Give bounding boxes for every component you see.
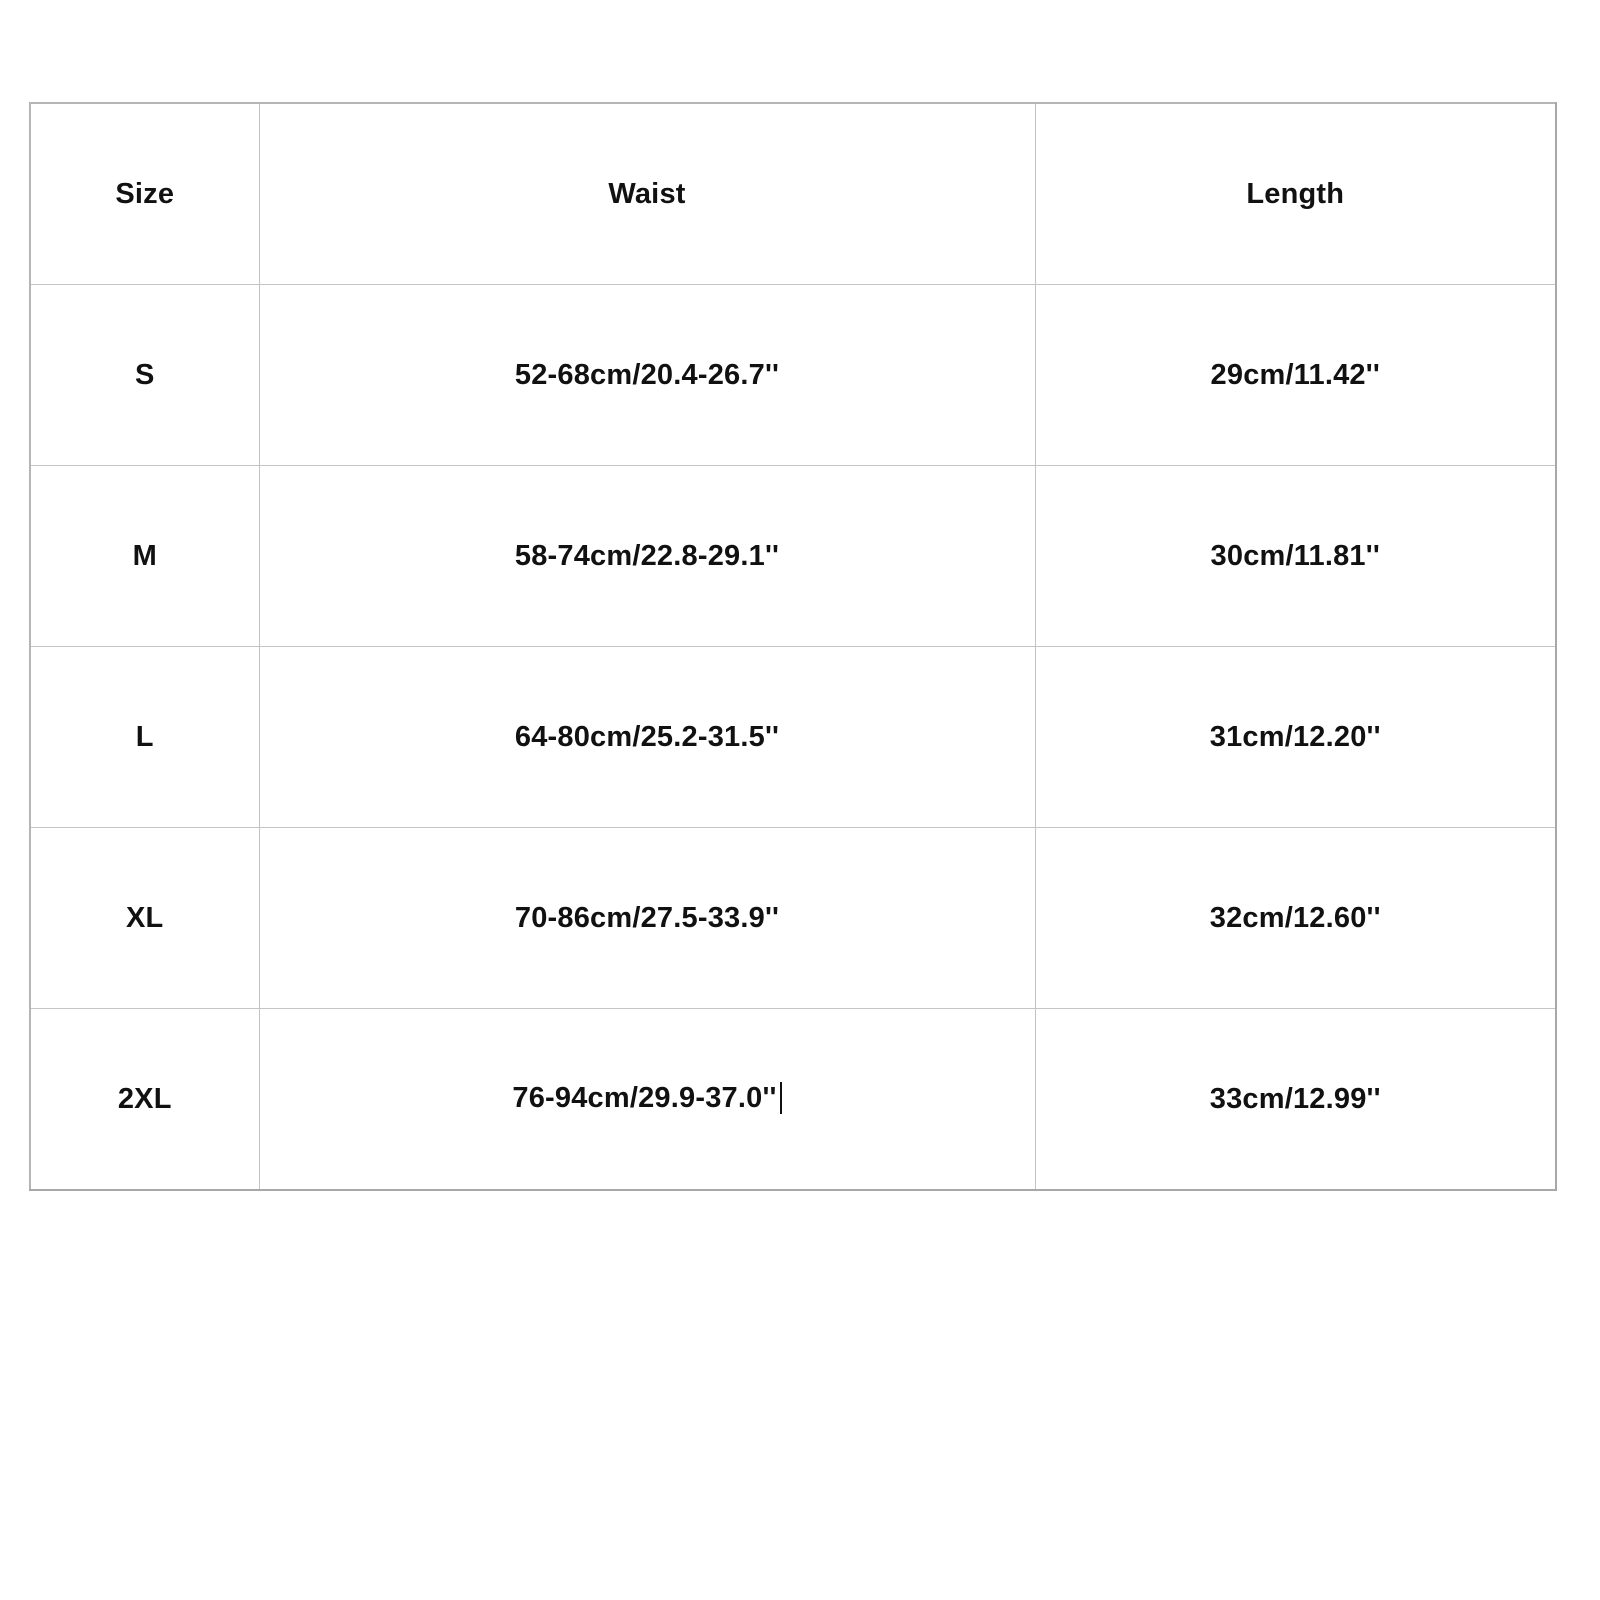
- waist-cell: 64-80cm/25.2-31.5'': [259, 647, 1035, 828]
- size-cell: S: [30, 285, 259, 466]
- waist-cell: 58-74cm/22.8-29.1'': [259, 466, 1035, 647]
- waist-cell: 52-68cm/20.4-26.7'': [259, 285, 1035, 466]
- length-cell: 30cm/11.81'': [1035, 466, 1556, 647]
- table-row: [30, 285, 1556, 466]
- header-row: [30, 103, 1556, 285]
- length-cell: 33cm/12.99'': [1035, 1009, 1556, 1191]
- size-chart-table: [29, 102, 1557, 1191]
- text-cursor: [780, 1082, 782, 1114]
- waist-cell-text: 76-94cm/29.9-37.0'': [512, 1082, 777, 1115]
- header-size: Size: [30, 103, 259, 285]
- header-length: Length: [1035, 103, 1556, 285]
- table-row: [30, 828, 1556, 1009]
- length-cell: 32cm/12.60'': [1035, 828, 1556, 1009]
- length-cell: 31cm/12.20'': [1035, 647, 1556, 828]
- length-cell: 29cm/11.42'': [1035, 285, 1556, 466]
- table-row: [30, 466, 1556, 647]
- header-waist: Waist: [259, 103, 1035, 285]
- size-cell: L: [30, 647, 259, 828]
- size-cell: XL: [30, 828, 259, 1009]
- waist-cell-editing[interactable]: [259, 1009, 1035, 1191]
- size-cell: 2XL: [30, 1009, 259, 1191]
- size-cell: M: [30, 466, 259, 647]
- table-row: [30, 647, 1556, 828]
- waist-cell: 70-86cm/27.5-33.9'': [259, 828, 1035, 1009]
- table-row: [30, 1009, 1556, 1191]
